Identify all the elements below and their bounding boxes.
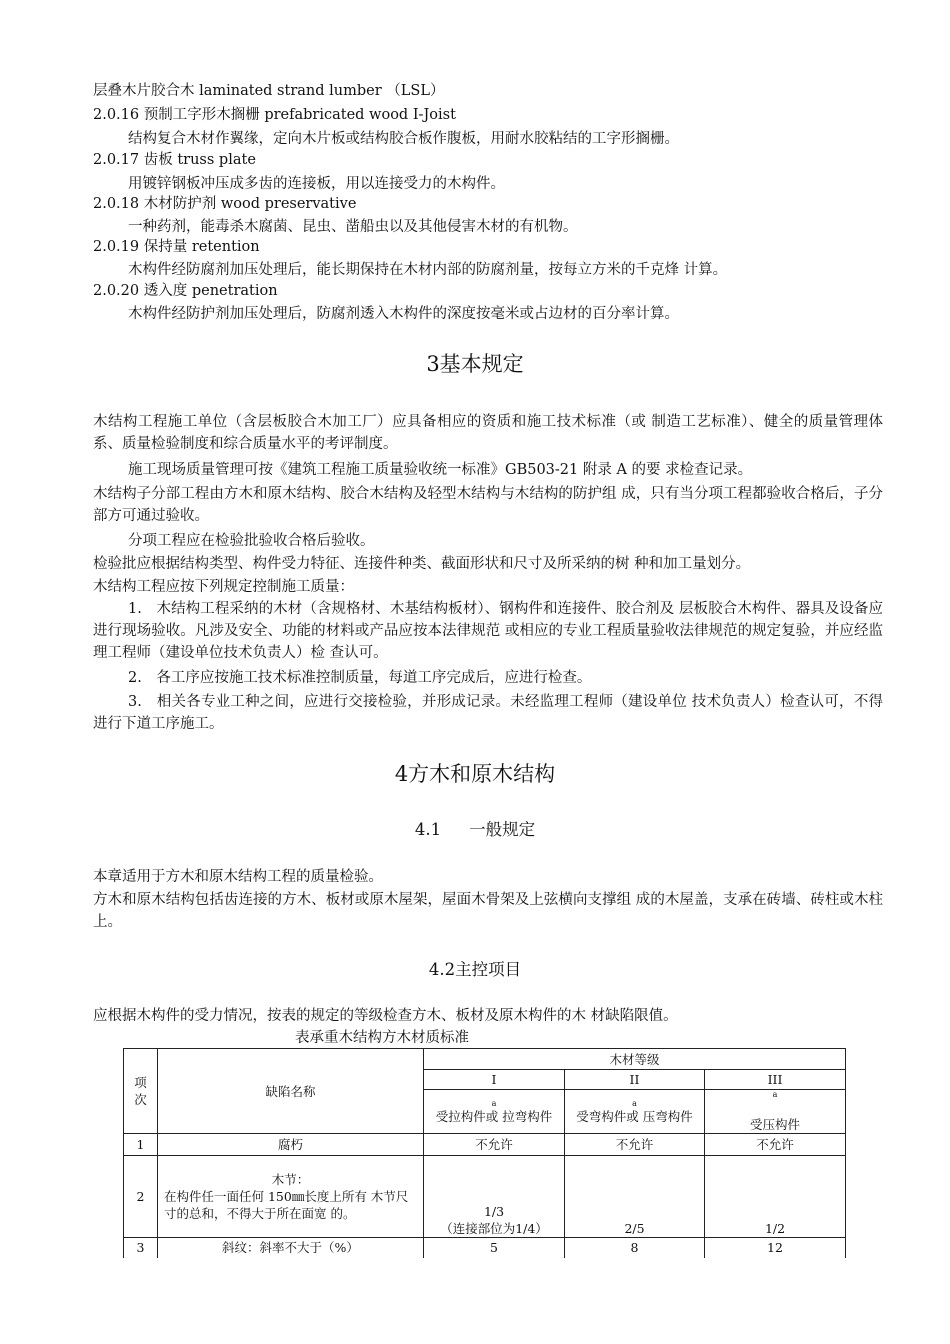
row-1-grade-1: 不允许 [424, 1134, 565, 1156]
section-3-item-3: 3. 相关各专业工种之间，应进行交接检验，并形成记录。未经监理工程师（建设单位 技术负责人）检查认可，不得进行下道工序施工。 [93, 694, 883, 732]
row-2-grade-3: 1/2 [705, 1156, 846, 1238]
section-3-item-2: 2. 各工序应按施工技术标准控制质量，每道工序完成后，应进行检查。 [128, 670, 592, 686]
row-2-grade-1: 1/3 [483, 1204, 505, 1219]
row-1-grade-3: 不允许 [705, 1134, 846, 1156]
usage-1: 受拉构件或 拉弯构件 [435, 1108, 553, 1124]
row-2-grade-1-cell [424, 1156, 565, 1238]
usage-2-cell [565, 1090, 705, 1134]
table-row [124, 1134, 846, 1156]
row-2-defect-detail: 在构件任一面任何 150㎜长度上所有 木节尺寸的总和，不得大于所在面宽 的。 [164, 1189, 409, 1221]
section-3-para-3: 木结构子分部工程由方木和原木结构、胶合木结构及轻型木结构与木结构的防护组 成，只有当分项工程都验收合格后，子分部方可通过验收。 [93, 486, 883, 524]
section-4-para-1: 本章适用于方木和原木结构工程的质量检验。 [93, 869, 383, 885]
section-3-para-2: 施工现场质量管理可按《建筑工程施工质量验收统一标准》GB503-21 附录 A 的要 求检查记录。 [128, 462, 753, 478]
glossary-def-preservative: 一种药剂，能毒杀木腐菌、昆虫、凿船虫以及其他侵害木材的有机物。 [128, 219, 578, 235]
glossary-lsl: 层叠木片胶合木 laminated strand lumber （LSL） [93, 83, 445, 99]
glossary-def-truss-plate: 用镀锌钢板冲压成多齿的连接板，用以连接受力的木构件。 [128, 176, 505, 192]
section-4-1-label: 一般规定 [469, 820, 536, 839]
row-3-grade-2: 8 [565, 1238, 705, 1258]
table-caption: 表承重木结构方木材质标准 [295, 1030, 469, 1046]
row-3-number: 3 [124, 1238, 158, 1258]
row-2-grade-1-note: （连接部位为1/4） [440, 1221, 548, 1236]
section-3-title: 3基本规定 [426, 352, 524, 376]
section-3-item-1: 1. 木结构工程采纳的木材（含规格材、木基结构板材）、钢构件和连接件、胶合剂及 层板胶合木构件、器具及设备应进行现场验收。凡涉及安全、功能的材料或产品应按本法律规范 或相应的专业工程质量验收法律规范的规定复验，并应经监理工程师（建设单位技术负责人）检 查认可。 [93, 601, 883, 661]
section-3-para-5: 检验批应根据结构类型、构件受力特征、连接件种类、截面形状和尺寸及所采纳的树 种和加工量划分。 [93, 556, 751, 572]
timber-quality-table [123, 1048, 846, 1258]
glossary-term-penetration: 2.0.20 透入度 penetration [93, 283, 278, 299]
glossary-def-penetration: 木构件经防护剂加压处理后，防腐剂透入木构件的深度按毫米或占边材的百分率计算。 [128, 306, 679, 322]
glossary-term-retention: 2.0.19 保持量 retention [93, 239, 260, 255]
row-1-number: 1 [124, 1134, 158, 1156]
section-4-para-3: 应根据木构件的受力情况，按表的规定的等级检查方木、板材及原木构件的木 材缺陷限值。 [93, 1008, 678, 1024]
glossary-def-ijoist: 结构复合木材作翼缘，定向木片板或结构胶合板作腹板，用耐水胶粘结的工字形搁栅。 [128, 131, 679, 147]
table-header-row [124, 1049, 846, 1070]
table-row [124, 1238, 846, 1258]
glossary-term-preservative: 2.0.18 木材防护剂 wood preservative [93, 196, 357, 212]
row-3-defect: 斜纹：斜率不大于（%） [158, 1238, 424, 1258]
glossary-term-ijoist: 2.0.16 预制工字形木搁栅 prefabricated wood I-Joist [93, 107, 456, 123]
glossary-term-truss-plate: 2.0.17 齿板 truss plate [93, 152, 256, 168]
row-1-defect: 腐朽 [158, 1134, 424, 1156]
section-3-para-4: 分项工程应在检验批验收合格后验收。 [128, 533, 375, 549]
table-row [124, 1156, 846, 1238]
header-wood-grade: 木材等级 [424, 1049, 846, 1070]
grade-mark-1: a [491, 1098, 497, 1108]
grade-mark-2: a [632, 1098, 637, 1108]
header-item-number-text: 项次 [134, 1075, 147, 1107]
usage-1-cell [424, 1090, 565, 1134]
header-defect-name: 缺陷名称 [158, 1049, 424, 1134]
grade-2: II [565, 1070, 705, 1090]
row-3-grade-3: 12 [705, 1238, 846, 1258]
grade-1: I [424, 1070, 565, 1090]
usage-3: 受压构件 [749, 1117, 800, 1132]
section-3-para-6: 木结构工程应按下列规定控制施工质量： [93, 579, 354, 595]
header-item-number [124, 1049, 158, 1134]
row-1-grade-2: 不允许 [565, 1134, 705, 1156]
grade-3: III [705, 1070, 846, 1090]
usage-3-cell [705, 1090, 846, 1134]
usage-2: 受弯构件或 压弯构件 [576, 1108, 693, 1124]
row-2-number: 2 [124, 1156, 158, 1238]
section-4-1-number: 4.1 [414, 820, 442, 839]
glossary-def-retention: 木构件经防腐剂加压处理后，能长期保持在木材内部的防腐剂量，按每立方米的千克烽 计算。 [128, 262, 728, 278]
section-4-2-title: 4.2主控项目 [428, 960, 522, 979]
row-2-defect-cell [158, 1156, 424, 1238]
grade-mark-3: a [772, 1090, 778, 1099]
row-2-grade-2: 2/5 [565, 1156, 705, 1238]
section-3-para-1: 木结构工程施工单位（含层板胶合木加工厂）应具备相应的资质和施工技术标准（或 制造工艺标准）、健全的质量管理体系、质量检验制度和综合质量水平的考评制度。 [93, 414, 883, 452]
section-4-1-title [0, 818, 950, 842]
row-3-grade-1: 5 [424, 1238, 565, 1258]
section-4-para-2: 方木和原木结构包括齿连接的方木、板材或原木屋架，屋面木骨架及上弦横向支撑组 成的木屋盖，支承在砖墙、砖柱或木柱上。 [93, 892, 883, 930]
row-2-defect: 木节： [271, 1172, 310, 1187]
section-4-title: 4方木和原木结构 [394, 762, 556, 786]
